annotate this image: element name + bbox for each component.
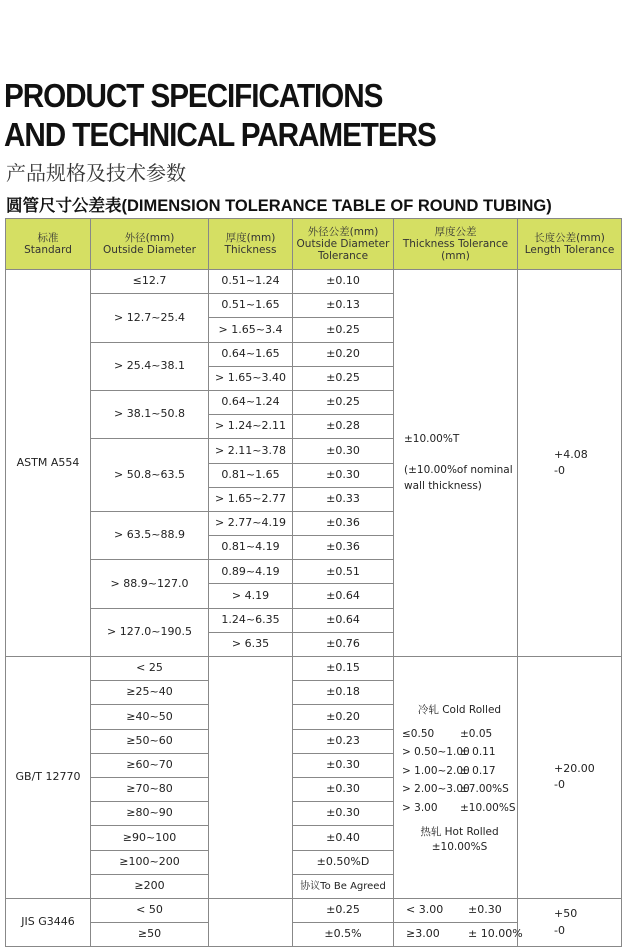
od-cell: < 25 [91, 657, 209, 681]
header-od-tolerance: 外径公差(mm) Outside Diameter Tolerance [293, 219, 394, 270]
thickness-tolerance-cell: ≥3.00 ± 10.00% [394, 923, 518, 947]
od-cell: ≤12.7 [91, 270, 209, 294]
thickness-cell: > 6.35 [209, 632, 293, 656]
od-tolerance-cell: ±0.64 [293, 584, 394, 608]
cold-rolled-title: 冷轧 Cold Rolled [417, 703, 502, 716]
od-cell: ≥25~40 [91, 681, 209, 705]
page-subtitle-cn: 产品规格及技术参数 [6, 161, 186, 185]
standard-cell-gb: GB/T 12770 [6, 657, 91, 899]
od-cell: > 50.8~63.5 [91, 439, 209, 512]
od-cell: ≥40~50 [91, 705, 209, 729]
od-cell: ≥90~100 [91, 826, 209, 850]
od-tolerance-cell: ±0.36 [293, 536, 394, 560]
od-cell: ≥50 [91, 923, 209, 947]
header-outside-diameter: 外径(mm) Outside Diameter [91, 219, 209, 270]
header-thickness-tolerance: 厚度公差 Thickness Tolerance (mm) [394, 219, 518, 270]
od-cell: < 50 [91, 898, 209, 922]
od-cell: ≥80~90 [91, 802, 209, 826]
od-cell: > 63.5~88.9 [91, 511, 209, 559]
hot-rolled-value: ±10.00%S [431, 840, 488, 853]
table-title: 圆管尺寸公差表(DIMENSION TOLERANCE TABLE OF ROUND TUBING) [6, 197, 552, 215]
od-cell: > 88.9~127.0 [91, 560, 209, 608]
od-cell: > 127.0~190.5 [91, 608, 209, 656]
od-tolerance-cell: ±0.20 [293, 705, 394, 729]
page-title-line-1: PRODUCT SPECIFICATIONS [4, 77, 383, 114]
od-tolerance-cell: ±0.50%D [293, 850, 394, 874]
table-row [6, 657, 622, 681]
tolerance-table [5, 218, 622, 947]
od-tolerance-cell: ±0.64 [293, 608, 394, 632]
thickness-cell: > 2.11~3.78 [209, 439, 293, 463]
od-tolerance-cell: ±0.30 [293, 463, 394, 487]
thickness-tolerance-cell-gb: 冷轧 Cold Rolled ≤0.50 ±0.05 > 0.50~1.00± 0.11 > 1.00~2.00± 0.17 > 2.00~3.00±7.00%S > 3.00 ±10.00%S 热轧 Hot Rolled ±10.00%S [394, 657, 518, 899]
standard-cell-jis: JIS G3446 [6, 898, 91, 946]
od-tolerance-cell: ±0.25 [293, 318, 394, 342]
od-tolerance-cell: ±0.20 [293, 342, 394, 366]
od-tolerance-cell: ±0.28 [293, 415, 394, 439]
od-tolerance-cell: ±0.30 [293, 753, 394, 777]
thickness-tolerance-cell-astm: ±10.00%T (±10.00%of nominal wall thickness) [394, 270, 518, 657]
od-tolerance-cell: ±0.40 [293, 826, 394, 850]
od-tolerance-cell: ±0.5% [293, 923, 394, 947]
thickness-cell: 0.81~1.65 [209, 463, 293, 487]
thickness-cell: 1.24~6.35 [209, 608, 293, 632]
od-cell: > 25.4~38.1 [91, 342, 209, 390]
table-row [6, 270, 622, 294]
od-tolerance-cell: ±0.30 [293, 802, 394, 826]
od-cell: > 38.1~50.8 [91, 390, 209, 438]
od-tolerance-cell: ±0.51 [293, 560, 394, 584]
od-tolerance-cell: ±0.30 [293, 777, 394, 801]
thickness-cell-gb [209, 657, 293, 899]
header-standard: 标准 Standard [6, 219, 91, 270]
standard-cell-astm: ASTM A554 [6, 270, 91, 657]
od-tolerance-cell: ±0.36 [293, 511, 394, 535]
header-thickness: 厚度(mm) Thickness [209, 219, 293, 270]
od-tolerance-cell: ±0.13 [293, 294, 394, 318]
od-tolerance-cell: ±0.25 [293, 390, 394, 414]
od-cell: ≥70~80 [91, 777, 209, 801]
od-cell: ≥100~200 [91, 850, 209, 874]
thickness-cell: 0.81~4.19 [209, 536, 293, 560]
hot-rolled-title: 热轧 Hot Rolled [420, 825, 499, 838]
header-length-tolerance: 长度公差(mm) Length Tolerance [518, 219, 622, 270]
thickness-cell: 0.64~1.65 [209, 342, 293, 366]
od-tolerance-cell: ±0.15 [293, 657, 394, 681]
od-cell: > 12.7~25.4 [91, 294, 209, 342]
od-cell: ≥60~70 [91, 753, 209, 777]
thickness-cell: > 1.65~3.4 [209, 318, 293, 342]
od-tolerance-cell: ±0.33 [293, 487, 394, 511]
thickness-cell: 0.64~1.24 [209, 390, 293, 414]
od-tolerance-cell: ±0.18 [293, 681, 394, 705]
page-title-line-2: AND TECHNICAL PARAMETERS [4, 116, 436, 153]
thickness-cell: > 1.24~2.11 [209, 415, 293, 439]
od-tolerance-cell: 协议To Be Agreed [293, 874, 394, 898]
od-tolerance-cell: ±0.76 [293, 632, 394, 656]
od-cell: ≥200 [91, 874, 209, 898]
length-tolerance-cell-gb: +20.00 -0 [518, 657, 622, 899]
length-tolerance-cell-jis: +50 -0 [518, 898, 622, 946]
thickness-cell: > 1.65~2.77 [209, 487, 293, 511]
length-tolerance-cell-astm: +4.08 -0 [518, 270, 622, 657]
thickness-cell: 0.89~4.19 [209, 560, 293, 584]
thickness-cell-jis [209, 898, 293, 946]
od-tolerance-cell: ±0.25 [293, 898, 394, 922]
thickness-tolerance-cell: < 3.00 ±0.30 [394, 898, 518, 922]
thickness-cell: 0.51~1.24 [209, 270, 293, 294]
od-cell: ≥50~60 [91, 729, 209, 753]
od-tolerance-cell: ±0.10 [293, 270, 394, 294]
od-tolerance-cell: ±0.30 [293, 439, 394, 463]
od-tolerance-cell: ±0.25 [293, 366, 394, 390]
table-row [6, 898, 622, 922]
thickness-cell: > 1.65~3.40 [209, 366, 293, 390]
table-header-row [6, 219, 622, 270]
thickness-cell: 0.51~1.65 [209, 294, 293, 318]
thickness-cell: > 2.77~4.19 [209, 511, 293, 535]
od-tolerance-cell: ±0.23 [293, 729, 394, 753]
thickness-cell: > 4.19 [209, 584, 293, 608]
